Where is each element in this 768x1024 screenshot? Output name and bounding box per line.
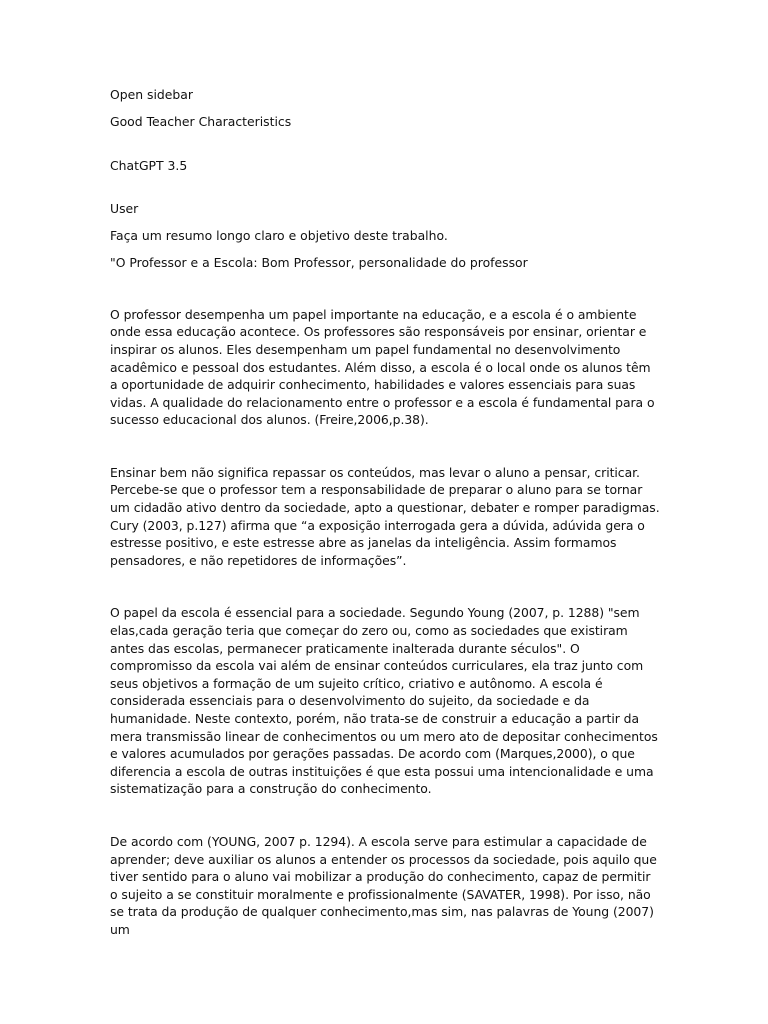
summary-paragraph-1: O professor desempenha um papel importante na educação, e a escola é o ambiente onde essa educação acontece. Os professores são responsáveis por ensinar, orientar e inspirar os alunos. Eles desempenham um papel fundamental no desenvolvimento acadêmico e pessoal dos estudantes. Além disso, a escola é o local onde os alunos têm a oportunidade de adquirir conhecimento, habilidades e valores essenciais para suas vidas. A qualidade do relacionamento entre o professor e a escola é fundamental para o sucesso educacional dos alunos. (Freire,2006,p.38).: [110, 306, 655, 428]
chat-title: Good Teacher Characteristics: [110, 113, 292, 129]
user-label: User: [110, 201, 139, 217]
model-label: ChatGPT 3.5: [110, 157, 188, 173]
summary-paragraph-3: O papel da escola é essencial para a sociedade. Segundo Young (2007, p. 1288) "sem elas,cada geração teria que começar do zero ou, como as sociedades que existiram antes das escolas, permanecer praticamente inalterada durante séculos". O compromisso da escola vai além de ensinar conteúdos curriculares, ela traz junto com seus objetivos a formação de um sujeito crítico, criativo e autônomo. A escola é considerada essenciais para o desenvolvimento do sujeito, da sociedade e da humanidade. Neste contexto, porém, não trata-se de construir a educação a partir da mera transmissão linear de conhecimentos ou um mero ato de depositar conhecimentos e valores acumulados por gerações passadas. De acordo com (Marques,2000), o que diferencia a escola de outras instituições é que esta possui uma intencionalidade e uma sistematização para a construção do conhecimento.: [110, 605, 658, 797]
open-sidebar-text: Open sidebar: [110, 87, 193, 102]
summary-paragraph-4: De acordo com (YOUNG, 2007 p. 1294). A escola serve para estimular a capacidade de aprender; deve auxiliar os alunos a entender os processos da sociedade, pois aquilo que tiver sentido para o aluno vai mobilizar a produção do conhecimento, capaz de permitir o sujeito a se constituir moralmente e profissionalmente (SAVATER, 1998). Por isso, não se trata da produção de qualquer conhecimento,mas sim, nas palavras de Young (2007) um: [110, 833, 657, 937]
prompt-line-2: "O Professor e a Escola: Bom Professor, personalidade do professor: [110, 255, 528, 271]
summary-paragraph-2: Ensinar bem não significa repassar os conteúdos, mas levar o aluno a pensar, criticar. Percebe-se que o professor tem a responsabilidade de preparar o aluno para se tornar um cidadão ativo dentro da sociedade, apto a questionar, debater e romper paradigmas. Cury (2003, p.127) afirma que “a exposição interrogada gera a dúvida, adúvida gera o estresse positivo, e este estresse abre as janelas da inteligência. Assim formamos pensadores, e não repetidores de informações”.: [110, 464, 660, 568]
document-page: [110, 86, 660, 939]
prompt-line-1: Faça um resumo longo claro e objetivo deste trabalho.: [110, 228, 448, 244]
